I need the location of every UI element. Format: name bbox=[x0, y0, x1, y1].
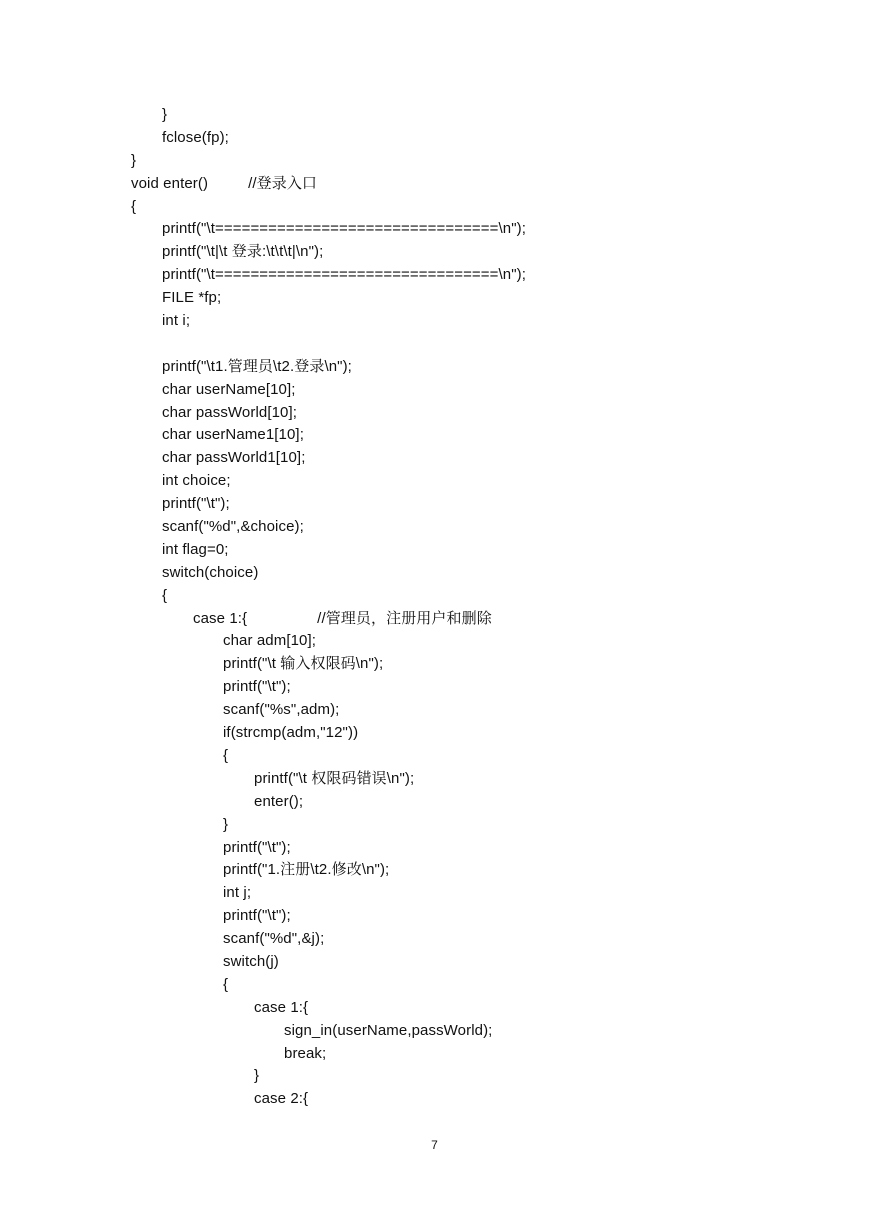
code-line: int flag=0; bbox=[162, 540, 229, 558]
code-line: enter(); bbox=[254, 792, 304, 810]
code-line: { bbox=[162, 586, 168, 604]
code-line: int j; bbox=[223, 884, 252, 902]
code-line: char adm[10]; bbox=[223, 632, 317, 650]
code-line: printf("\t================================\n"); bbox=[162, 266, 527, 284]
code-line: case 1:{ bbox=[254, 998, 309, 1016]
code-line: scanf("%d",&choice); bbox=[162, 518, 304, 536]
code-line: switch(choice) bbox=[162, 563, 259, 581]
code-line: } bbox=[254, 1067, 260, 1085]
code-line: printf("\t 输入权限码\n"); bbox=[223, 655, 384, 673]
code-line: fclose(fp); bbox=[162, 128, 229, 146]
code-line: printf("1.注册\t2.修改\n"); bbox=[223, 861, 390, 879]
code-line: break; bbox=[284, 1044, 327, 1062]
page-number: 7 bbox=[431, 1138, 438, 1152]
code-line: if(strcmp(adm,"12")) bbox=[223, 724, 359, 742]
code-line: int choice; bbox=[162, 472, 231, 490]
code-line: printf("\t|\t 登录:\t\t\t|\n"); bbox=[162, 243, 324, 261]
code-line: printf("\t1.管理员\t2.登录\n"); bbox=[162, 357, 352, 375]
blank-line bbox=[131, 333, 831, 356]
code-comment: //管理员，注册用户和删除 bbox=[317, 609, 492, 627]
code-line-with-comment bbox=[131, 608, 831, 631]
code-line: { bbox=[223, 975, 229, 993]
code-line-with-comment bbox=[131, 173, 831, 196]
code-line: printf("\t"); bbox=[162, 495, 230, 513]
code-line: int i; bbox=[162, 312, 191, 330]
code-line: char passWorld[10]; bbox=[162, 403, 298, 421]
code-line: printf("\t"); bbox=[223, 907, 291, 925]
code-line: } bbox=[131, 151, 137, 169]
code-comment: //登录入口 bbox=[248, 174, 318, 192]
code-line: } bbox=[223, 815, 229, 833]
code-line: switch(j) bbox=[223, 952, 279, 970]
code-line: printf("\t================================\n"); bbox=[162, 220, 527, 238]
code-line: sign_in(userName,passWorld); bbox=[284, 1021, 493, 1039]
code-line: } bbox=[162, 106, 168, 123]
code-line: char userName[10]; bbox=[162, 380, 296, 398]
code-listing bbox=[131, 104, 831, 1111]
code-line: scanf("%s",adm); bbox=[223, 701, 340, 719]
code-line: char userName1[10]; bbox=[162, 426, 304, 444]
code-text: case 1:{ bbox=[193, 609, 248, 627]
code-line: char passWorld1[10]; bbox=[162, 449, 306, 467]
code-line: printf("\t 权限码错误\n"); bbox=[254, 769, 415, 787]
code-line: printf("\t"); bbox=[223, 838, 291, 856]
code-text: void enter() bbox=[131, 174, 209, 192]
code-line: printf("\t"); bbox=[223, 678, 291, 696]
code-line: FILE *fp; bbox=[162, 289, 222, 307]
code-line: { bbox=[223, 746, 229, 764]
code-line: { bbox=[131, 197, 137, 215]
code-line: case 2:{ bbox=[254, 1090, 309, 1108]
code-line: scanf("%d",&j); bbox=[223, 930, 325, 948]
